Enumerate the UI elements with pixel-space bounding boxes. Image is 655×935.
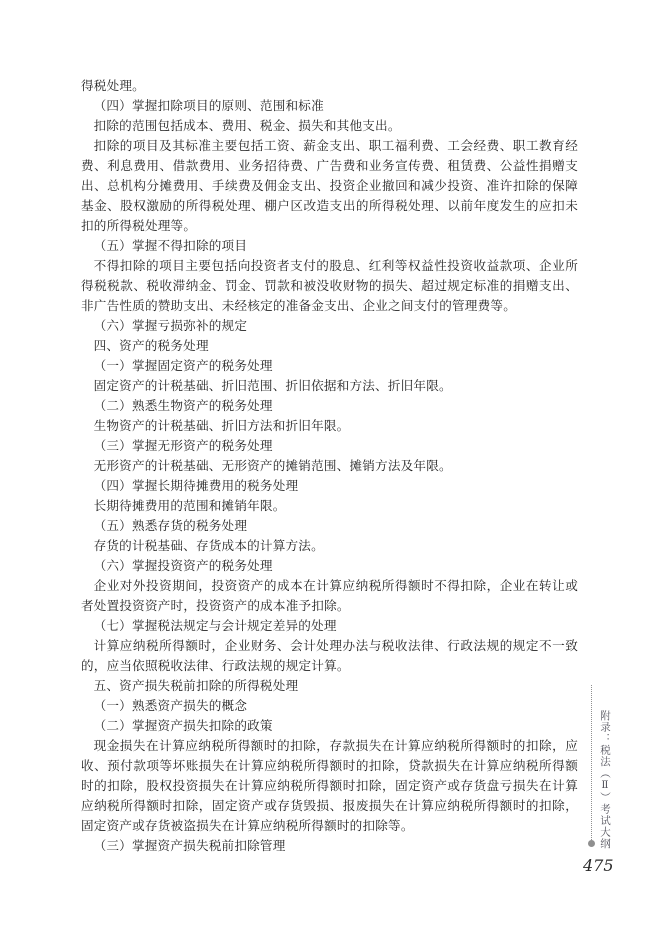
paragraph: 现金损失在计算应纳税所得额时的扣除，存款损失在计算应纳税所得额时的扣除，应收、预付款项等坏账损失在计算应纳税所得额时的扣除，贷款损失在计算应纳税所得额时的扣除，股权投资损失在计算应纳税所得额时扣除，固定资产或存货盘亏损失在计算应纳税所得额时扣除，固定资产或存货毁损、报废损失在计算应纳税所得额时的扣除，固定资产或存货被盗损失在计算应纳税所得额时的扣除等。	[81, 739, 578, 833]
document-text	[81, 76, 578, 856]
paragraph: 存货的计税基础、存货成本的计算方法。	[93, 539, 324, 553]
paragraph: （五）熟悉存货的税务处理	[93, 519, 248, 533]
margin-tab-label: 附录：税法（Ⅱ）考试大纲	[599, 710, 610, 850]
paragraph: （六）掌握亏损弥补的规定	[93, 319, 248, 333]
paragraph: （五）掌握不得扣除的项目	[93, 239, 248, 253]
paragraph: （一）熟悉资产损失的概念	[93, 699, 248, 713]
paragraph: 四、资产的税务处理	[93, 339, 209, 353]
paragraph: 无形资产的计税基础、无形资产的摊销范围、摊销方法及年限。	[93, 459, 452, 473]
paragraph: 得税处理。	[81, 79, 145, 93]
paragraph: 固定资产的计税基础、折旧范围、折旧依据和方法、折旧年限。	[93, 379, 452, 393]
paragraph: （六）掌握投资资产的税务处理	[93, 559, 273, 573]
paragraph: （三）掌握资产损失税前扣除管理	[93, 839, 286, 853]
paragraph: 扣除的项目及其标准主要包括工资、薪金支出、职工福利费、工会经费、职工教育经费、利息费用、借款费用、业务招待费、广告费和业务宣传费、租赁费、公益性捐赠支出、总机构分摊费用、手续费及佣金支出、投资企业撤回和减少投资、准许扣除的保障基金、股权激励的所得税处理、棚户区改造支出的所得税处理、以前年度发生的应扣未扣的所得税处理等。	[81, 139, 578, 233]
paragraph: 长期待摊费用的范围和摊销年限。	[93, 499, 286, 513]
paragraph: （一）掌握固定资产的税务处理	[93, 359, 273, 373]
paragraph: 五、资产损失税前扣除的所得税处理	[93, 679, 299, 693]
dotted-leader-line	[591, 685, 592, 840]
paragraph: 不得扣除的项目主要包括向投资者支付的股息、红利等权益性投资收益款项、企业所得税税款、税收滞纳金、罚金、罚款和被没收财物的损失、超过规定标准的捐赠支出、非广告性质的赞助支出、未经核定的准备金支出、企业之间支付的管理费等。	[81, 259, 578, 313]
paragraph: 企业对外投资期间，投资资产的成本在计算应纳税所得额时不得扣除，企业在转让或者处置投资资产时，投资资产的成本准予扣除。	[81, 579, 578, 613]
paragraph: 计算应纳税所得额时，企业财务、会计处理办法与税收法律、行政法规的规定不一致的，应当依照税收法律、行政法规的规定计算。	[81, 639, 578, 673]
paragraph: 扣除的范围包括成本、费用、税金、损失和其他支出。	[93, 119, 401, 133]
paragraph: （四）掌握长期待摊费用的税务处理	[93, 479, 299, 493]
paragraph: 生物资产的计税基础、折旧方法和折旧年限。	[93, 419, 350, 433]
paragraph: （三）掌握无形资产的税务处理	[93, 439, 273, 453]
paragraph: （四）掌握扣除项目的原则、范围和标准	[93, 99, 324, 113]
page-number: 475	[583, 856, 614, 875]
paragraph: （七）掌握税法规定与会计规定差异的处理	[93, 619, 337, 633]
leader-end-dot	[588, 840, 595, 847]
paragraph: （二）熟悉生物资产的税务处理	[93, 399, 273, 413]
paragraph: （二）掌握资产损失扣除的政策	[93, 719, 273, 733]
